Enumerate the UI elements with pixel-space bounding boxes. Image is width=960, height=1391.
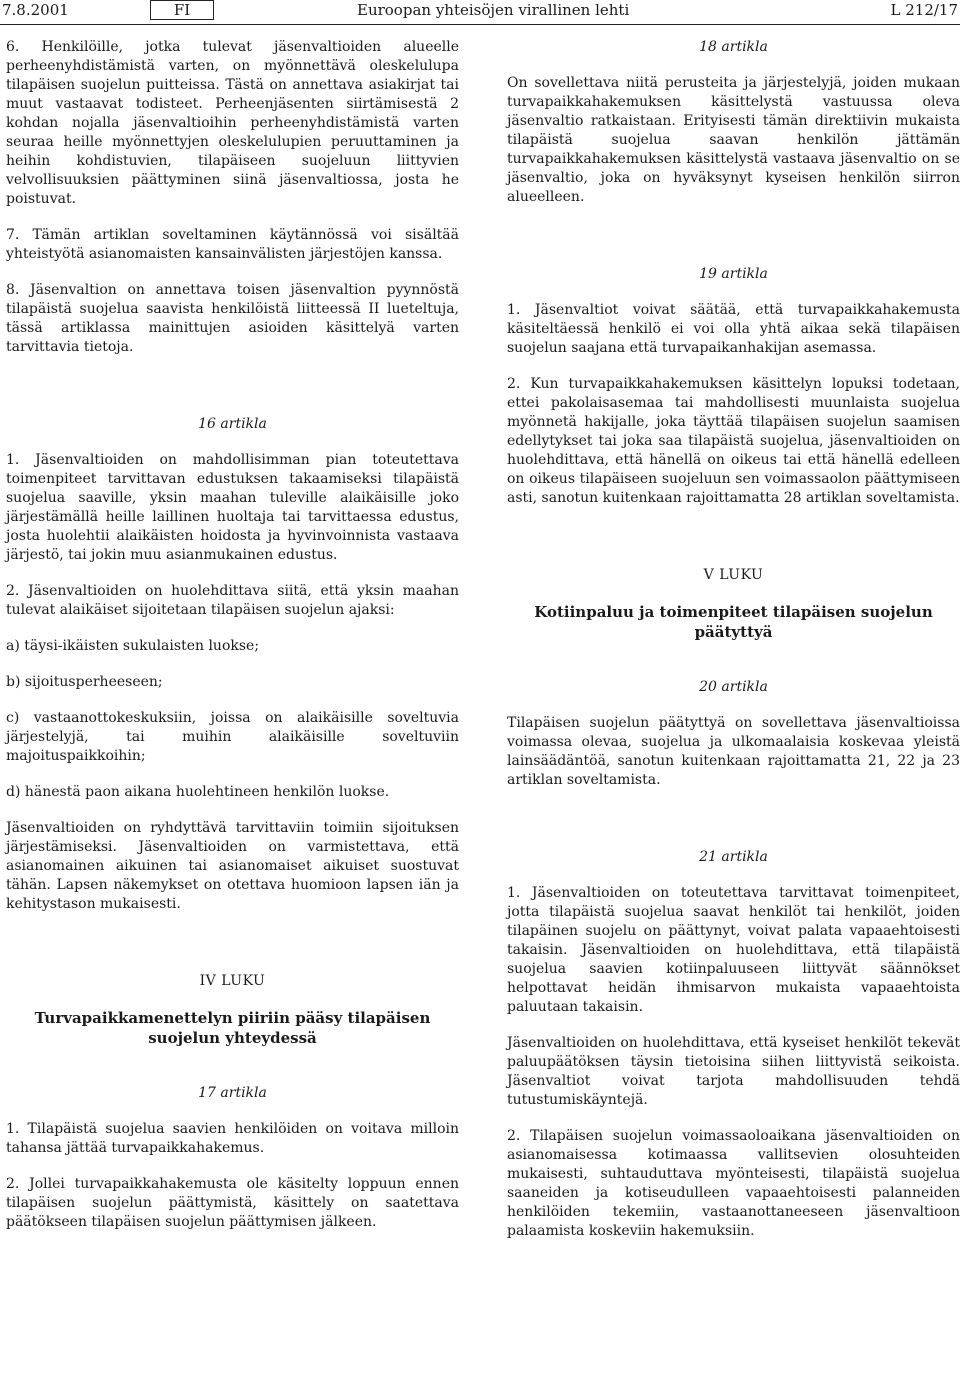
article-21-paragraph-2: 2. Tilapäisen suojelun voimassaoloaikana jäsenvaltioiden on asianomaisessa kotimaassa vallitsevien olosuhteiden mukaisesti, suhtauduttava myönteisesti, tilapäistä suojelua saaneiden ja kotiseudulleen vapaaehtoisesti palanneiden henkilöiden tekemiin, vastaanottaneeseen jäsenvaltioon palaamista koskeviin hakemuksiin. bbox=[507, 1128, 960, 1239]
article-21-paragraph-1b: Jäsenvaltioiden on huolehdittava, että kyseiset henkilöt tekevät paluupäätöksen täysin tietoisina siihen liittyvistä seikoista. Jäsenvaltiot voivat tarjota mahdollisuuden tehdä tutustumiskäyntejä. bbox=[507, 1035, 960, 1108]
article-20-title: 20 artikla bbox=[699, 679, 768, 695]
paragraph-6: 6. Henkilöille, jotka tulevat jäsenvaltioiden alueelle perheenyhdistämistä varten, on myönnettävä oleskelulupa tilapäisen suojelun puitteissa. Tästä on annettava asiakirjat tai muut vastaavat todisteet. Perheenjäsenten siirtämisestä 2 kohdan nojalla jäsenvaltioihin perheenyhdistämistä varten seuraa heille myönnettyjen oleskelulupien peruuttaminen ja heihin kohdistuvien, tilapäiseen suojeluun liittyvien velvollisuuksien päättyminen siinä jäsenvaltiossa, josta he poistuvat. bbox=[6, 39, 459, 207]
article-19-title: 19 artikla bbox=[699, 266, 768, 282]
article-16-title: 16 artikla bbox=[198, 416, 267, 432]
chapter-5-title: Kotiinpaluu ja toimenpiteet tilapäisen suojelun päätyttyä bbox=[534, 603, 933, 641]
article-19-paragraph-1: 1. Jäsenvaltiot voivat säätää, että turvapaikkahakemusta käsiteltäessä henkilö ei voi olla yhtä aikaa sekä tilapäisen suojelun saajana että turvapaikanhakijan asemassa. bbox=[507, 302, 960, 356]
paragraph-7: 7. Tämän artiklan soveltaminen käytännössä voi sisältää yhteistyötä asianomaisten kansainvälisten järjestöjen kanssa. bbox=[6, 227, 459, 262]
publication-date: 7.8.2001 bbox=[2, 1, 69, 19]
page-reference: L 212/17 bbox=[890, 1, 958, 19]
article-17-paragraph-2: 2. Jollei turvapaikkahakemusta ole käsitelty loppuun ennen tilapäisen suojelun päättymistä, käsittely on saatettava päätökseen tilapäisen suojelun päättymisen jälkeen. bbox=[6, 1176, 459, 1230]
list-item-b: b) sijoitusperheeseen; bbox=[6, 674, 163, 690]
right-column bbox=[507, 38, 960, 1241]
chapter-4-label: IV LUKU bbox=[199, 973, 266, 989]
left-column bbox=[6, 38, 459, 1232]
article-21-paragraph-1: 1. Jäsenvaltioiden on toteutettava tarvittavat toimenpiteet, jotta tilapäistä suojelua saavat henkilöt tai henkilöt, joiden tilapäinen suojelu on päättynyt, voivat palata vapaaehtoisesti takaisin. Jäsenvaltioiden on huolehdittava, että tilapäistä suojelua saavien kotiinpaluuseen liittyvät säännökset helpottavat heidän ihmisarvon mukaista vapaaehtoista paluutaan takaisin. bbox=[507, 885, 960, 1015]
article-18-paragraph: On sovellettava niitä perusteita ja järjestelyjä, joiden mukaan turvapaikkahakemuksen käsittelystä vastuussa oleva jäsenvaltio ratkaistaan. Erityisesti tämän direktiivin mukaista tilapäistä suojelua saavan henkilön jättämän turvapaikkahakemuksen käsittelystä vastaava jäsenvaltio on se jäsenvaltio, joka on hyväksynyt kyseisen henkilön siirron alueelleen. bbox=[507, 75, 960, 205]
page-header bbox=[0, 0, 960, 25]
list-item-d: d) hänestä paon aikana huolehtineen henkilön luokse. bbox=[6, 784, 390, 800]
article-16-paragraph-1: 1. Jäsenvaltioiden on mahdollisimman pian toteutettava toimenpiteet tarvittavan edustuksen takaamiseksi tilapäistä suojelua saaville, yksin maahan tuleville alaikäisille joko järjestämällä heille laillinen huoltaja tai tarvittaessa edustus, josta huolehtii alaikäisten hoidosta ja hyvinvoinnista vastaava järjestö, tai jokin muu asianmukainen edustus. bbox=[6, 452, 459, 563]
list-item-c: c) vastaanottokeskuksiin, joissa on alaikäisille soveltuvia järjestelyjä, tai muihin alaikäisille soveltuviin majoituspaikkoihin; bbox=[6, 710, 459, 764]
article-17-paragraph-1: 1. Tilapäistä suojelua saavien henkilöiden on voitava milloin tahansa jättää turvapaikkahakemus. bbox=[6, 1121, 459, 1156]
journal-title: Euroopan yhteisöjen virallinen lehti bbox=[357, 1, 630, 19]
language-code-box: FI bbox=[150, 0, 214, 20]
chapter-5-label: V LUKU bbox=[703, 567, 764, 583]
article-16-paragraph-2: 2. Jäsenvaltioiden on huolehdittava siitä, että yksin maahan tulevat alaikäiset sijoitetaan tilapäisen suojelun ajaksi: bbox=[6, 583, 459, 618]
paragraph-8: 8. Jäsenvaltion on annettava toisen jäsenvaltion pyynnöstä tilapäistä suojelua saavista henkilöistä liitteessä II lueteltuja, tässä artiklassa mainittujen asioiden käsittelyä varten tarvittavia tietoja. bbox=[6, 282, 459, 355]
article-21-title: 21 artikla bbox=[699, 849, 768, 865]
list-item-a: a) täysi-ikäisten sukulaisten luokse; bbox=[6, 638, 260, 654]
chapter-4-title: Turvapaikkamenettelyn piiriin pääsy tilapäisen suojelun yhteydessä bbox=[34, 1009, 431, 1047]
article-20-paragraph: Tilapäisen suojelun päätyttyä on sovellettava jäsenvaltioissa voimassa olevaa, suojelua ja ulkomaalaisia koskevaa yleistä lainsäädäntöä, sanotun kuitenkaan rajoittamatta 21, 22 ja 23 artiklan soveltamista. bbox=[507, 715, 960, 788]
article-17-title: 17 artikla bbox=[198, 1085, 267, 1101]
article-18-title: 18 artikla bbox=[699, 39, 768, 55]
article-16-paragraph-3: Jäsenvaltioiden on ryhdyttävä tarvittaviin toimiin sijoituksen järjestämiseksi. Jäsenvaltioiden on varmistettava, että asianomainen aikuinen tai asianomaiset aikuiset suostuvat tähän. Lapsen näkemykset on otettava huomioon lapsen iän ja kehitystason mukaisesti. bbox=[6, 820, 459, 912]
article-19-paragraph-2: 2. Kun turvapaikkahakemuksen käsittelyn lopuksi todetaan, ettei pakolaisasemaa tai mahdollisesti muunlaista suojelua myönnetä hakijalle, joka täyttää tilapäisen suojelun saamisen edellytykset tai joka saa tilapäistä suojelua, jäsenvaltioiden on huolehdittava, että hänellä on oikeus tai että hänellä edelleen on oikeus tilapäiseen suojeluun sen voimassaolon päättymiseen asti, sanotun kuitenkaan rajoittamatta 28 artiklan soveltamista. bbox=[507, 376, 960, 506]
